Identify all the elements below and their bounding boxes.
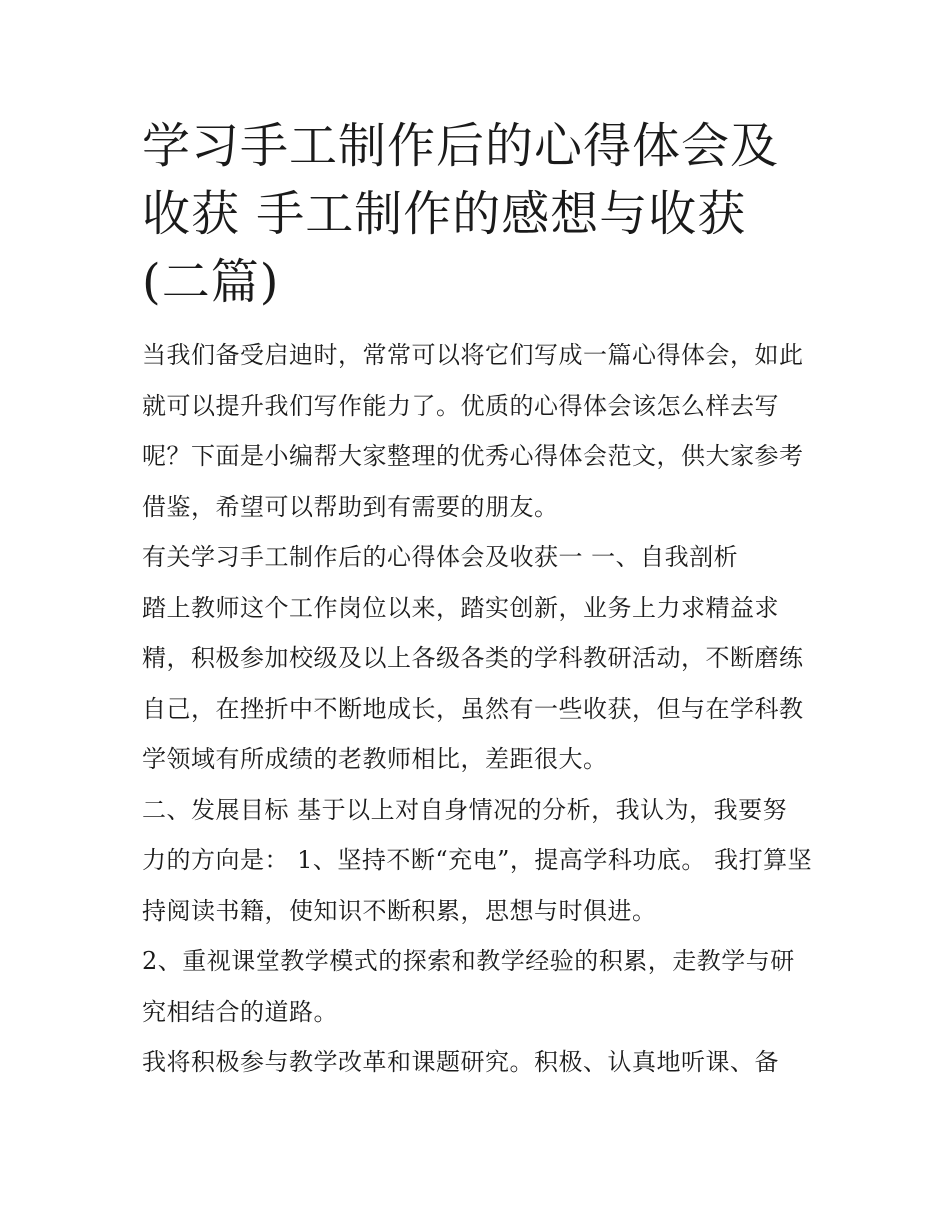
body-line: 有关学习手工制作后的心得体会及收获一 一、自我剖析: [142, 543, 739, 571]
body-line: 当我们备受启迪时，常常可以将它们写成一篇心得体会，如此: [142, 341, 804, 369]
body-line: 2、重视课堂教学模式的探索和教学经验的积累，走教学与研: [142, 947, 795, 975]
body-line: 学领域有所成绩的老教师相比，差距很大。: [142, 745, 608, 773]
body-line: 就可以提升我们写作能力了。优质的心得体会该怎么样去写: [142, 391, 779, 420]
body-line: 力的方向是： 1、坚持不断“充电”，提高学科功底。 我打算坚: [142, 846, 813, 874]
body-line: 借鉴，希望可以帮助到有需要的朋友。: [142, 492, 559, 521]
document-page: [142, 112, 822, 1088]
title-line: 收获 手工制作的感想与收获: [142, 186, 747, 242]
body-line: 持阅读书籍，使知识不断积累，思想与时俱进。: [142, 896, 657, 925]
body-line: 踏上教师这个工作岗位以来，踏实创新，业务上力求精益求: [142, 593, 779, 622]
body-line: 我将积极参与教学改革和课题研究。积极、认真地听课、备: [142, 1048, 779, 1076]
body-line: 自己，在挫折中不断地成长，虽然有一些收获，但与在学科教: [142, 694, 804, 723]
document-title: [142, 112, 822, 316]
body-line: 精，积极参加校级及以上各级各类的学科教研活动，不断磨练: [142, 644, 804, 672]
title-line: 学习手工制作后的心得体会及: [142, 118, 780, 174]
body-line: 呢？下面是小编帮大家整理的优秀心得体会范文，供大家参考: [142, 442, 804, 470]
document-body: [142, 330, 822, 1088]
body-line: 二、发展目标 基于以上对自身情况的分析，我认为，我要努: [142, 795, 788, 824]
body-line: 究相结合的道路。: [142, 997, 338, 1026]
title-line: (二篇): [142, 254, 280, 310]
